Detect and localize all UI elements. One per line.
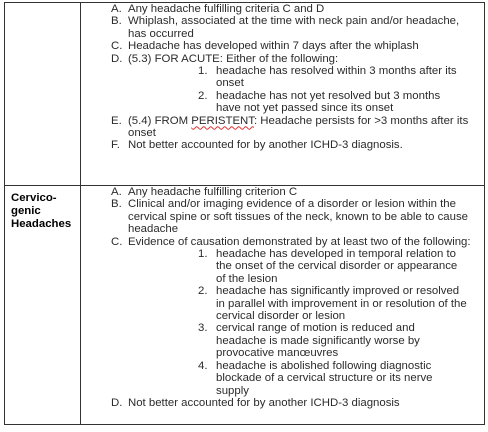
row-label-cell <box>5 3 81 186</box>
criteria-cell <box>81 186 485 425</box>
criteria-list <box>81 186 484 409</box>
list-item: C. Evidence of causation demonstrated by at least two of the following: 1. headache has developed in temporal relation to the onset of the cervical disorder or appearance of the lesion 2. headache has significantly improved or resolved in parallel with improvement in or resolution of the cervical disorder or lesion 3. cervical range of motion is reduced and headache is made significantly worse by provocative manœuvres 4. headache is abolished following diagnostic blockade of a cervical structure or its nerve supply <box>81 236 476 397</box>
sub-list-item: 4. headache is abolished following diagnostic blockade of a cervical structure or its nerve supply <box>198 359 433 397</box>
table-row <box>5 186 485 425</box>
sub-list <box>128 248 476 397</box>
list-item: A. Any headache fulfilling criterion C <box>111 186 298 198</box>
sub-list-item: 1. headache has resolved within 3 months after its onset <box>198 65 457 90</box>
list-item: D. Not better accounted for by another ICHD-3 diagnosis <box>111 396 400 409</box>
table-row <box>5 3 485 186</box>
spellcheck-underlined-word: PERISTENT <box>191 114 254 127</box>
list-item: D. (5.3) FOR ACUTE: Either of the following: 1. headache has resolved within 3 months after its onset 2. headache has not yet resolved but 3 months have not yet passed since its onset <box>81 53 476 115</box>
list-item: C. Headache has developed within 7 days after the whiplash <box>111 40 419 53</box>
sub-list-item: 2. headache has significantly improved or resolved in parallel with improvement in or resolution of the cervical disorder or lesion <box>198 285 467 323</box>
row-label: Cervico- genic Headaches <box>11 192 72 230</box>
sub-list-item: 2. headache has not yet resolved but 3 months have not yet passed since its onset <box>198 89 441 115</box>
row-label <box>5 3 80 9</box>
row-label-cell <box>5 186 81 425</box>
sub-list-item: 1. headache has developed in temporal relation to the onset of the cervical disorder or appearance of the lesion <box>198 248 458 285</box>
sub-list-item: 3. cervical range of motion is reduced and headache is made significantly worse by provocative manœuvres <box>198 322 420 360</box>
criteria-table <box>4 2 485 425</box>
list-item: F. Not better accounted for by another ICHD-3 diagnosis. <box>111 139 403 152</box>
list-item: E. (5.4) FROM PERISTENT: Headache persists for >3 months after its onset <box>111 114 469 140</box>
sub-list <box>128 65 476 115</box>
criteria-cell <box>81 3 485 186</box>
list-item: B. Clinical and/or imaging evidence of a disorder or lesion within the cervical spine or soft tissues of the neck, known to be able to cause headache <box>111 198 469 236</box>
list-item: A. Any headache fulfilling criteria C and D <box>111 3 325 15</box>
criteria-list <box>81 3 484 152</box>
list-item: B. Whiplash, associated at the time with neck pain and/or headache, has occurred <box>111 15 460 40</box>
